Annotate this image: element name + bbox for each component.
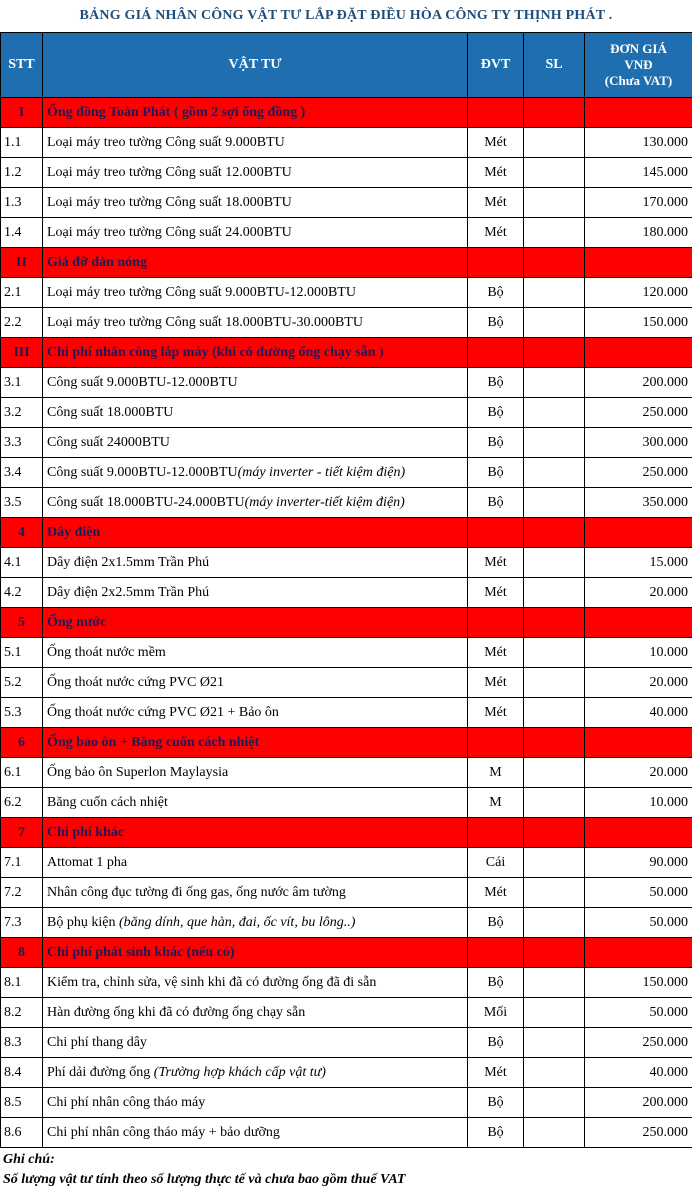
unit-cell: Mét [468,698,524,728]
item-name: Loại máy treo tường Công suất 9.000BTU-12.000BTU [47,285,356,300]
item-cell [43,668,468,698]
item-note: (máy inverter - tiết kiệm điện) [238,465,406,480]
qty-cell [524,1028,585,1058]
item-name: Ống thoát nước mềm [47,645,166,660]
table-row [1,1088,692,1118]
section-qty-cell [524,608,585,638]
section-title: Ống nước [43,608,468,638]
row-number: 3.1 [1,368,43,398]
row-number: 7.1 [1,848,43,878]
unit-cell: Mét [468,668,524,698]
item-name: Chi phí nhân công tháo máy + bảo dưỡng [47,1125,280,1140]
row-number: 5.3 [1,698,43,728]
item-cell [43,398,468,428]
item-name: Ống thoát nước cứng PVC Ø21 + Bảo ôn [47,705,279,720]
unit-cell: Mét [468,878,524,908]
section-title: Chi phí phát sinh khác (nếu có) [43,938,468,968]
table-row [1,668,692,698]
row-number: 2.1 [1,278,43,308]
table-row [1,758,692,788]
item-note: (máy inverter-tiết kiệm điện) [245,495,405,510]
section-row [1,248,692,278]
section-number: 8 [1,938,43,968]
section-row [1,728,692,758]
section-row [1,818,692,848]
qty-cell [524,1118,585,1148]
price-cell: 250.000 [585,398,692,428]
unit-cell: Mét [468,188,524,218]
row-number: 8.5 [1,1088,43,1118]
item-cell [43,578,468,608]
qty-cell [524,638,585,668]
unit-cell: Mét [468,158,524,188]
qty-cell [524,788,585,818]
header-price-line2: VNĐ [587,57,690,73]
item-cell [43,488,468,518]
header-price [585,33,692,98]
item-name: Công suất 9.000BTU-12.000BTU [47,465,238,480]
item-name: Loại máy treo tường Công suất 18.000BTU [47,195,292,210]
qty-cell [524,998,585,1028]
price-cell: 250.000 [585,1028,692,1058]
price-cell: 20.000 [585,758,692,788]
sheet-title: BẢNG GIÁ NHÂN CÔNG VẬT TƯ LẮP ĐẶT ĐIỀU HÒA CÔNG TY THỊNH PHÁT . [0,0,692,32]
table-row [1,398,692,428]
qty-cell [524,548,585,578]
unit-cell: Bộ [468,398,524,428]
item-cell [43,1028,468,1058]
section-qty-cell [524,818,585,848]
header-item: VẬT TƯ [43,33,468,98]
item-name: Dây điện 2x2.5mm Trần Phú [47,585,209,600]
section-title: Chi phí khác [43,818,468,848]
unit-cell: Bộ [468,488,524,518]
row-number: 1.3 [1,188,43,218]
section-number: 5 [1,608,43,638]
row-number: 3.2 [1,398,43,428]
item-name: Dây điện 2x1.5mm Trần Phú [47,555,209,570]
table-row [1,308,692,338]
price-cell: 50.000 [585,878,692,908]
item-name: Loại máy treo tường Công suất 24.000BTU [47,225,292,240]
price-cell: 150.000 [585,308,692,338]
item-cell [43,188,468,218]
table-row [1,158,692,188]
qty-cell [524,968,585,998]
table-row [1,218,692,248]
price-cell: 50.000 [585,998,692,1028]
qty-cell [524,848,585,878]
section-title: Ống đồng Toàn Phát ( gồm 2 sợi ống đồng ) [43,98,468,128]
section-price-cell [585,938,692,968]
price-cell: 10.000 [585,638,692,668]
section-number: 4 [1,518,43,548]
row-number: 1.4 [1,218,43,248]
qty-cell [524,128,585,158]
unit-cell: Mét [468,128,524,158]
table-row [1,368,692,398]
price-cell: 170.000 [585,188,692,218]
table-row [1,998,692,1028]
price-cell: 40.000 [585,1058,692,1088]
header-qty: SL [524,33,585,98]
item-name: Công suất 18.000BTU-24.000BTU [47,495,245,510]
unit-cell: Bộ [468,908,524,938]
unit-cell: Mét [468,548,524,578]
item-cell [43,1118,468,1148]
table-row [1,428,692,458]
unit-cell: M [468,758,524,788]
section-title: Dây điện [43,518,468,548]
table-row [1,1028,692,1058]
row-number: 3.4 [1,458,43,488]
section-number: II [1,248,43,278]
section-title: Chi phí nhân công lắp máy (khi có đường ống chạy sẵn ) [43,338,468,368]
row-number: 1.2 [1,158,43,188]
section-price-cell [585,728,692,758]
qty-cell [524,758,585,788]
qty-cell [524,158,585,188]
item-cell [43,638,468,668]
table-row [1,1058,692,1088]
item-cell [43,758,468,788]
item-name: Chi phí nhân công tháo máy [47,1095,205,1110]
qty-cell [524,1058,585,1088]
section-title: Giá đỡ dàn nóng [43,248,468,278]
unit-cell: Bộ [468,428,524,458]
item-name: Công suất 18.000BTU [47,405,173,420]
table-row [1,698,692,728]
section-qty-cell [524,938,585,968]
item-name: Ống bảo ôn Superlon Maylaysia [47,765,228,780]
qty-cell [524,668,585,698]
section-number: 7 [1,818,43,848]
unit-cell: M [468,788,524,818]
unit-cell: Mét [468,1058,524,1088]
item-cell [43,1088,468,1118]
price-cell: 20.000 [585,578,692,608]
qty-cell [524,308,585,338]
table-row [1,878,692,908]
notes [0,1148,692,1192]
section-qty-cell [524,248,585,278]
qty-cell [524,698,585,728]
price-cell: 15.000 [585,548,692,578]
table-row [1,578,692,608]
qty-cell [524,578,585,608]
row-number: 6.1 [1,758,43,788]
section-number: I [1,98,43,128]
section-unit-cell [468,338,524,368]
section-qty-cell [524,338,585,368]
unit-cell: Bộ [468,1088,524,1118]
unit-cell: Mét [468,218,524,248]
price-cell: 250.000 [585,1118,692,1148]
price-cell: 350.000 [585,488,692,518]
item-cell [43,128,468,158]
header-price-line3: (Chưa VAT) [587,73,690,89]
section-unit-cell [468,818,524,848]
price-table [0,32,692,1148]
price-cell: 180.000 [585,218,692,248]
row-number: 5.1 [1,638,43,668]
item-cell [43,908,468,938]
item-name: Loại máy treo tường Công suất 12.000BTU [47,165,292,180]
price-cell: 200.000 [585,368,692,398]
section-price-cell [585,608,692,638]
unit-cell: Bộ [468,968,524,998]
item-name: Công suất 24000BTU [47,435,170,450]
table-row [1,278,692,308]
section-number: 6 [1,728,43,758]
unit-cell: Mét [468,578,524,608]
row-number: 8.1 [1,968,43,998]
row-number: 2.2 [1,308,43,338]
table-row [1,848,692,878]
qty-cell [524,458,585,488]
unit-cell: Bộ [468,1118,524,1148]
row-number: 4.1 [1,548,43,578]
row-number: 8.3 [1,1028,43,1058]
item-cell [43,848,468,878]
item-name: Ống thoát nước cứng PVC Ø21 [47,675,224,690]
price-cell: 90.000 [585,848,692,878]
section-number: III [1,338,43,368]
item-name: Chi phí thang dây [47,1035,147,1050]
item-name: Băng cuốn cách nhiệt [47,795,168,810]
unit-cell: Bộ [468,308,524,338]
qty-cell [524,188,585,218]
qty-cell [524,218,585,248]
unit-cell: Bộ [468,368,524,398]
unit-cell: Bộ [468,278,524,308]
qty-cell [524,908,585,938]
section-unit-cell [468,248,524,278]
table-row [1,128,692,158]
row-number: 6.2 [1,788,43,818]
row-number: 8.6 [1,1118,43,1148]
price-cell: 300.000 [585,428,692,458]
item-cell [43,968,468,998]
price-cell: 40.000 [585,698,692,728]
section-title: Ống bảo ôn + Băng cuốn cách nhiệt [43,728,468,758]
row-number: 5.2 [1,668,43,698]
section-unit-cell [468,938,524,968]
section-row [1,608,692,638]
qty-cell [524,1088,585,1118]
section-qty-cell [524,518,585,548]
unit-cell: Cái [468,848,524,878]
qty-cell [524,398,585,428]
item-cell [43,698,468,728]
notes-heading: Ghi chú: [3,1150,689,1170]
section-row [1,98,692,128]
price-cell: 10.000 [585,788,692,818]
item-name: Bộ phụ kiện [47,915,119,930]
item-note: (Trường hợp khách cấp vật tư) [154,1065,326,1080]
section-row [1,338,692,368]
table-body [1,98,692,1148]
qty-cell [524,368,585,398]
section-qty-cell [524,728,585,758]
price-cell: 50.000 [585,908,692,938]
section-price-cell [585,818,692,848]
table-row [1,188,692,218]
table-row [1,458,692,488]
price-cell: 20.000 [585,668,692,698]
section-unit-cell [468,608,524,638]
table-row [1,908,692,938]
table-row [1,1118,692,1148]
item-name: Phí dải đường ống [47,1065,154,1080]
row-number: 7.3 [1,908,43,938]
item-note: (băng dính, que hàn, đai, ốc vít, bu lông..) [119,915,355,930]
section-row [1,938,692,968]
item-cell [43,308,468,338]
price-cell: 150.000 [585,968,692,998]
price-cell: 120.000 [585,278,692,308]
price-cell: 200.000 [585,1088,692,1118]
item-cell [43,548,468,578]
qty-cell [524,278,585,308]
item-name: Nhân công đục tường đi ống gas, ống nước âm tường [47,885,346,900]
item-name: Loại máy treo tường Công suất 9.000BTU [47,135,285,150]
qty-cell [524,488,585,518]
section-price-cell [585,338,692,368]
item-cell [43,158,468,188]
item-cell [43,788,468,818]
section-price-cell [585,98,692,128]
item-cell [43,878,468,908]
item-cell [43,278,468,308]
section-row [1,518,692,548]
row-number: 3.3 [1,428,43,458]
section-qty-cell [524,98,585,128]
header-unit: ĐVT [468,33,524,98]
unit-cell: Bộ [468,458,524,488]
qty-cell [524,878,585,908]
header-stt: STT [1,33,43,98]
item-name: Công suất 9.000BTU-12.000BTU [47,375,238,390]
item-cell [43,368,468,398]
price-cell: 130.000 [585,128,692,158]
item-cell [43,218,468,248]
row-number: 8.2 [1,998,43,1028]
unit-cell: Mối [468,998,524,1028]
item-cell [43,998,468,1028]
price-cell: 250.000 [585,458,692,488]
section-price-cell [585,248,692,278]
section-unit-cell [468,518,524,548]
table-row [1,968,692,998]
qty-cell [524,428,585,458]
row-number: 8.4 [1,1058,43,1088]
table-row [1,788,692,818]
section-price-cell [585,518,692,548]
item-cell [43,458,468,488]
row-number: 3.5 [1,488,43,518]
table-header [1,33,692,98]
item-name: Attomat 1 pha [47,855,127,870]
row-number: 1.1 [1,128,43,158]
header-price-line1: ĐƠN GIÁ [587,41,690,57]
item-name: Hàn đường ống khi đã có đường ống chạy sẵn [47,1005,305,1020]
item-name: Loại máy treo tường Công suất 18.000BTU-30.000BTU [47,315,363,330]
row-number: 4.2 [1,578,43,608]
unit-cell: Bộ [468,1028,524,1058]
table-row [1,548,692,578]
item-cell [43,428,468,458]
section-unit-cell [468,98,524,128]
table-row [1,638,692,668]
item-name: Kiểm tra, chỉnh sửa, vệ sinh khi đã có đường ống đã đi sẵn [47,975,376,990]
row-number: 7.2 [1,878,43,908]
price-cell: 145.000 [585,158,692,188]
item-cell [43,1058,468,1088]
section-unit-cell [468,728,524,758]
notes-line: Số lượng vật tư tính theo số lượng thực tế và chưa bao gồm thuế VAT [3,1170,689,1190]
unit-cell: Mét [468,638,524,668]
table-row [1,488,692,518]
